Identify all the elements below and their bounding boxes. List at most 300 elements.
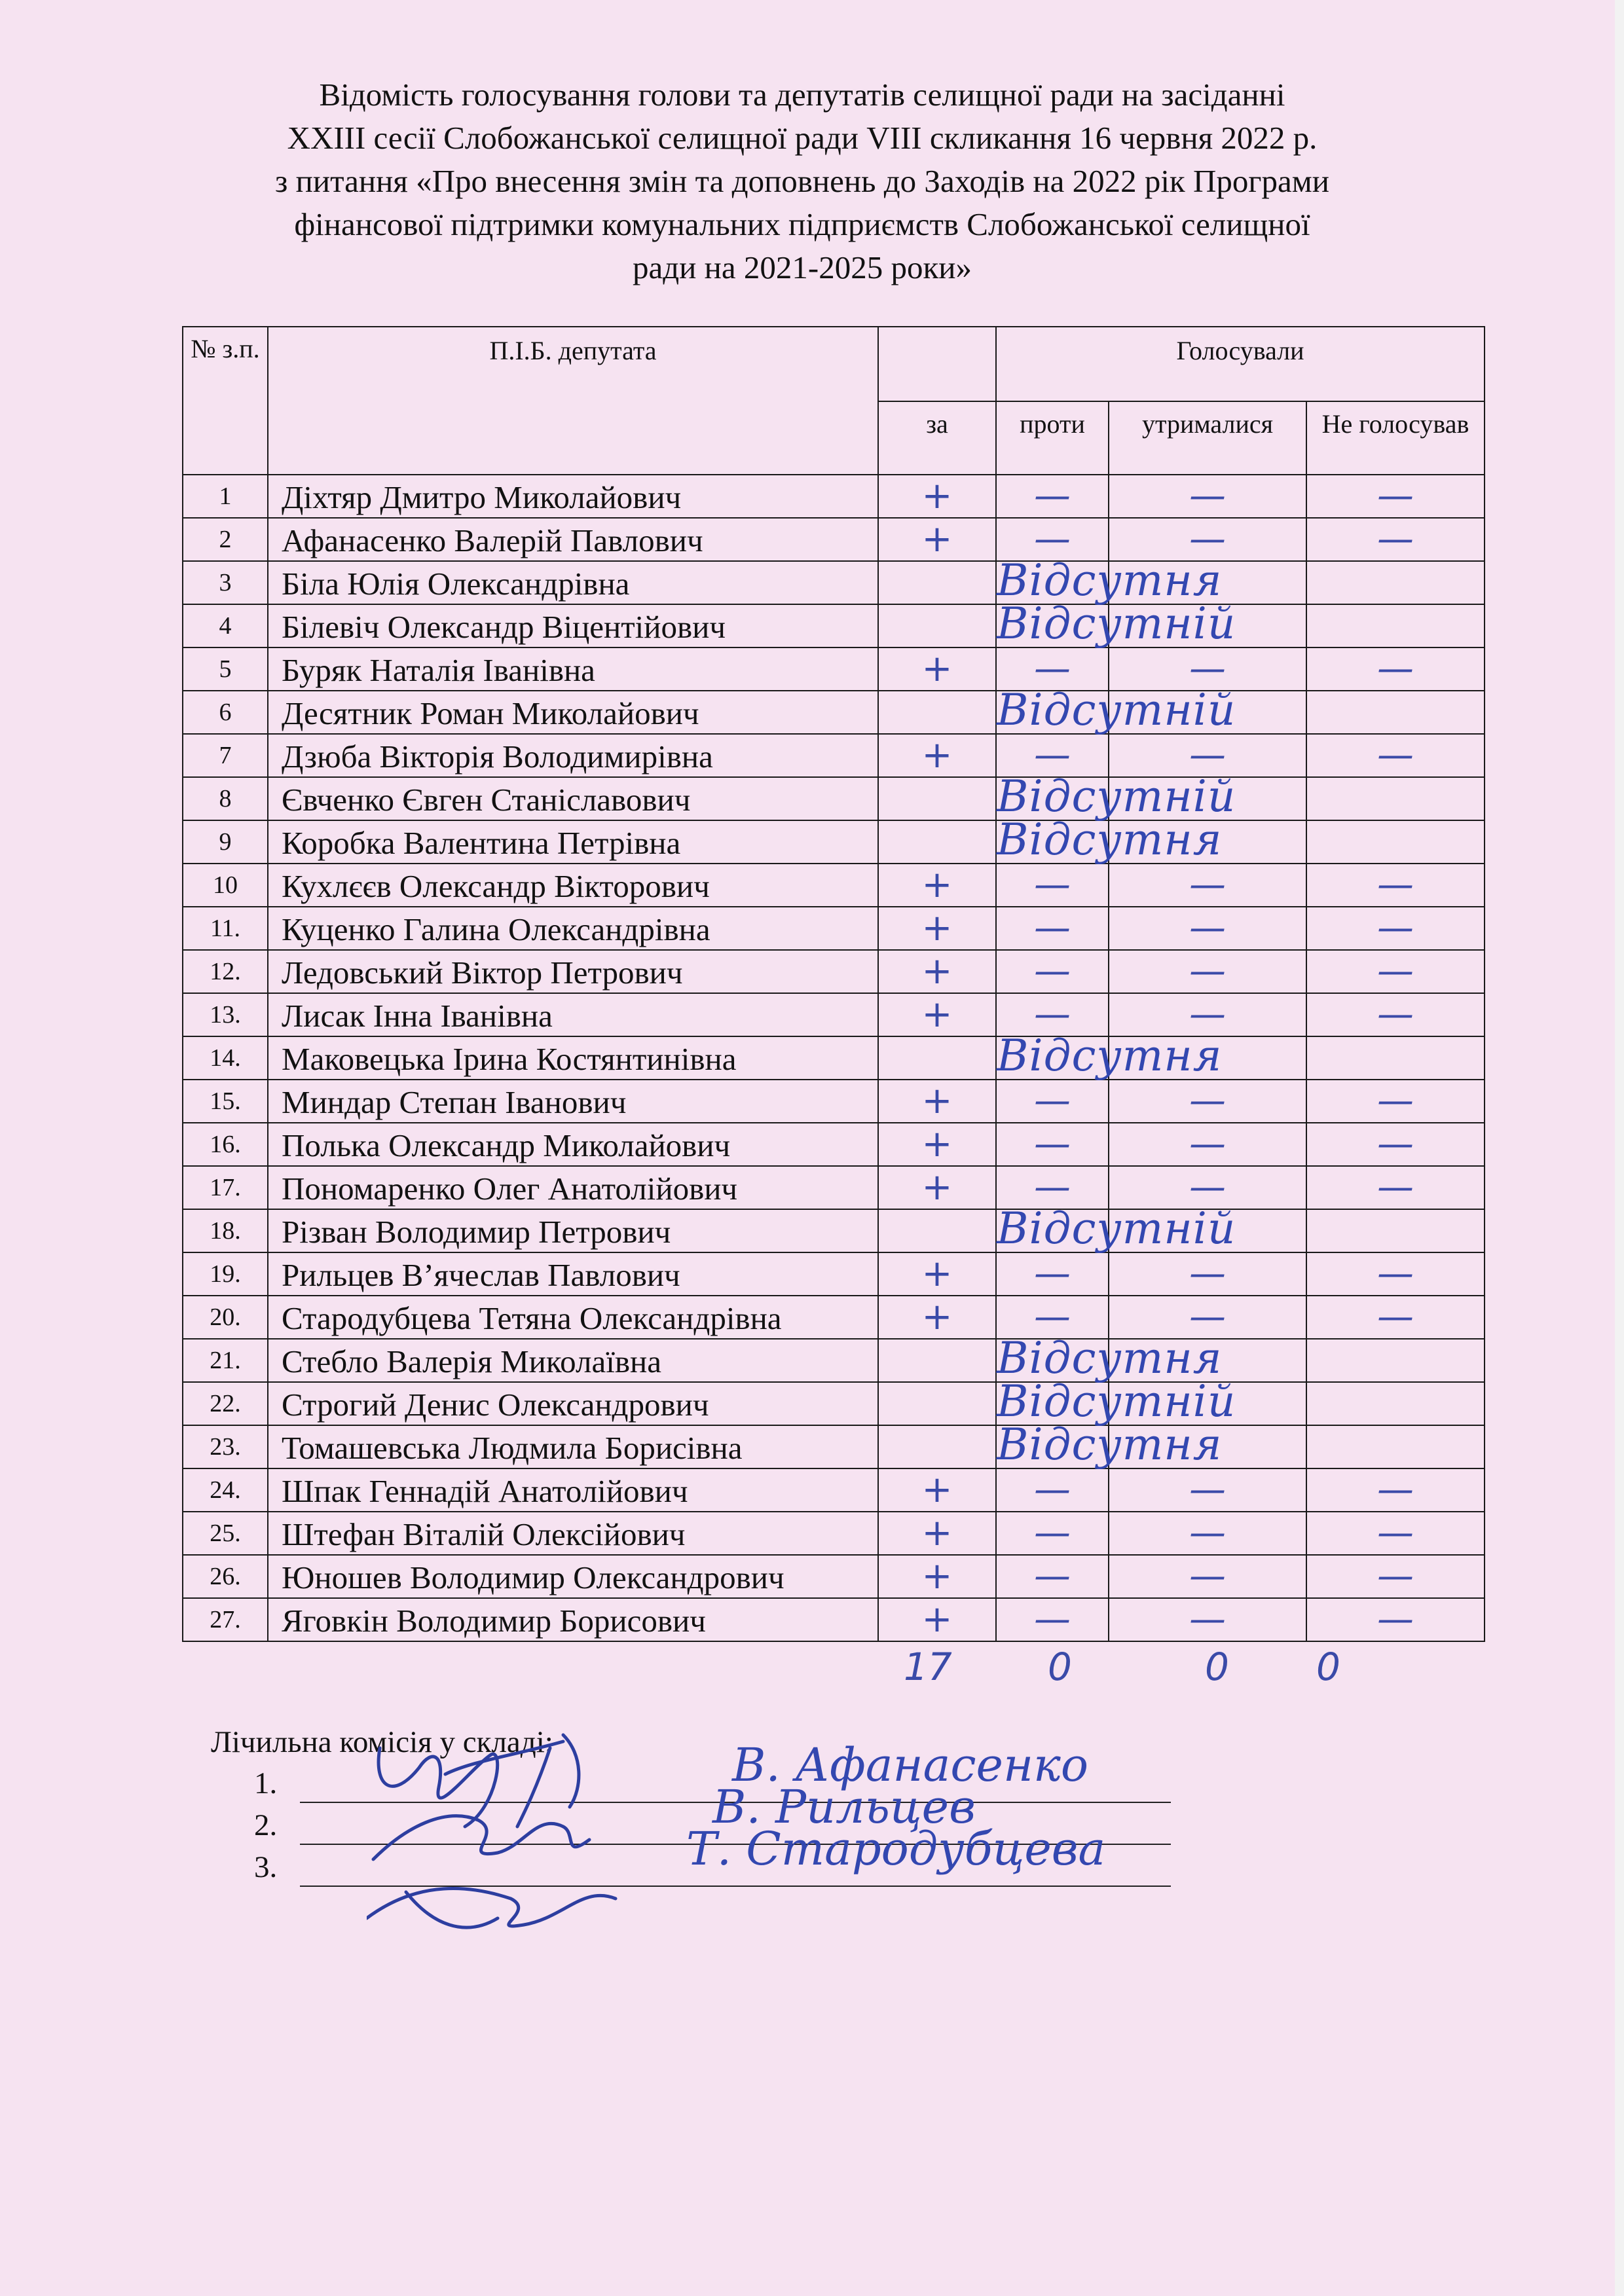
row-number: 20.: [183, 1296, 268, 1339]
deputy-name: Десятник Роман Миколайович: [282, 695, 699, 731]
vote-cell-not-voted: [1306, 777, 1485, 820]
vote-cell-for: [878, 1252, 996, 1296]
header-number: № з.п.: [183, 327, 268, 475]
vote-cell-abstained: [1109, 518, 1306, 561]
vote-cell-not-voted: [1306, 1555, 1485, 1598]
vote-cell-abstained: [1109, 1339, 1306, 1382]
table-row: [183, 820, 1485, 864]
vote-cell-abstained: [1109, 1468, 1306, 1512]
vote-cell-for: [878, 604, 996, 647]
vote-mark: —: [1377, 1123, 1414, 1165]
vote-mark: —: [1034, 1252, 1071, 1295]
vote-mark: +: [921, 1468, 953, 1511]
table-row: [183, 777, 1485, 820]
vote-mark: +: [921, 1512, 953, 1554]
vote-mark: —: [1377, 734, 1414, 776]
vote-mark: —: [1189, 734, 1226, 776]
deputy-name-cell: [268, 1123, 878, 1166]
vote-mark: —: [1189, 1166, 1226, 1209]
deputy-name-cell: [268, 777, 878, 820]
vote-mark: +: [921, 1555, 953, 1597]
vote-cell-for: [878, 734, 996, 777]
vote-mark: —: [1189, 1123, 1226, 1165]
vote-mark: +: [921, 864, 953, 906]
vote-cell-for: [878, 1036, 996, 1080]
vote-cell-for: [878, 1166, 996, 1209]
vote-cell-abstained: [1109, 1598, 1306, 1641]
vote-mark: +: [921, 1296, 953, 1338]
commission-label: Лічильна комісія у складі:: [211, 1725, 553, 1759]
signature-2-stroke: [373, 1816, 589, 1859]
vote-cell-against: [996, 1555, 1109, 1598]
vote-mark: —: [1377, 864, 1414, 906]
deputy-name: Куценко Галина Олександрівна: [282, 911, 710, 947]
table-row: [183, 734, 1485, 777]
vote-mark: —: [1377, 475, 1414, 517]
vote-cell-against: [996, 771, 1236, 822]
vote-cell-against: [996, 1166, 1109, 1209]
table-row: [183, 1209, 1485, 1252]
title-line-1: Відомість голосування голови та депутатів селищної ради на засіданні: [319, 77, 1285, 113]
deputy-name-cell: [268, 1252, 878, 1296]
vote-mark: +: [921, 647, 953, 690]
vote-mark: —: [1377, 1166, 1414, 1209]
vote-cell-against: [996, 598, 1236, 649]
vote-cell-not-voted: [1306, 1036, 1485, 1080]
vote-cell-abstained: [1109, 820, 1306, 864]
vote-cell-abstained: [1109, 1209, 1306, 1252]
member-number: 3.: [254, 1850, 278, 1884]
table-row: [183, 1425, 1485, 1468]
row-number: 6: [183, 691, 268, 734]
absent-handwritten-note: Відсутній: [997, 1203, 1236, 1254]
vote-mark: +: [921, 734, 953, 776]
vote-cell-against: [996, 1512, 1109, 1555]
row-number: 25.: [183, 1512, 268, 1555]
row-number: 16.: [183, 1123, 268, 1166]
vote-mark: —: [1377, 1555, 1414, 1597]
vote-mark: +: [921, 1598, 953, 1641]
vote-mark: —: [1189, 950, 1226, 993]
table-row: [183, 1296, 1485, 1339]
vote-cell-for: [878, 864, 996, 907]
vote-cell-against: [996, 685, 1236, 735]
absent-handwritten-note: Відсутня: [997, 1419, 1223, 1470]
vote-cell-abstained: [1109, 1252, 1306, 1296]
vote-cell-against: [996, 1419, 1223, 1470]
table-row: [183, 1512, 1485, 1555]
vote-cell-against: [996, 734, 1109, 777]
total-for: 17: [904, 1645, 952, 1689]
vote-cell-abstained: [1109, 1382, 1306, 1425]
deputy-name-cell: [268, 604, 878, 647]
vote-cell-against: [996, 814, 1223, 865]
table-row: [183, 1598, 1485, 1641]
vote-mark: —: [1377, 1598, 1414, 1641]
member-number: 1.: [254, 1766, 278, 1800]
vote-cell-for: [878, 1209, 996, 1252]
deputy-name-cell: [268, 1166, 878, 1209]
row-number: 10: [183, 864, 268, 907]
vote-cell-not-voted: [1306, 820, 1485, 864]
deputy-name: Шпак Геннадій Анатолійович: [282, 1473, 688, 1509]
total-not-voted: 0: [1316, 1645, 1340, 1689]
vote-cell-against: [996, 1030, 1223, 1081]
vote-mark: —: [1034, 518, 1071, 560]
vote-cell-against: [996, 555, 1223, 606]
vote-cell-not-voted: [1306, 1512, 1485, 1555]
row-number: 22.: [183, 1382, 268, 1425]
row-number: 27.: [183, 1598, 268, 1641]
vote-cell-abstained: [1109, 1166, 1306, 1209]
vote-cell-abstained: [1109, 1080, 1306, 1123]
vote-mark: +: [921, 993, 953, 1036]
table-row: [183, 1036, 1485, 1080]
document-header: [177, 73, 1428, 289]
deputy-name: Діхтяр Дмитро Миколайович: [282, 479, 682, 515]
vote-cell-not-voted: [1306, 691, 1485, 734]
deputy-name: Юношев Володимир Олександрович: [282, 1559, 784, 1595]
deputy-name: Стебло Валерія Миколаївна: [282, 1343, 661, 1379]
header-name: П.І.Б. депутата: [268, 327, 878, 475]
deputy-name-cell: [268, 950, 878, 993]
vote-mark: +: [921, 1252, 953, 1295]
deputy-name-cell: [268, 1339, 878, 1382]
vote-cell-not-voted: [1306, 993, 1485, 1036]
deputy-name: Дзюба Вікторія Володимирівна: [282, 738, 713, 774]
vote-cell-for: [878, 1468, 996, 1512]
vote-mark: —: [1034, 1123, 1071, 1165]
vote-mark: —: [1034, 950, 1071, 993]
vote-cell-not-voted: [1306, 1123, 1485, 1166]
absent-handwritten-note: Відсутня: [997, 555, 1223, 606]
vote-cell-not-voted: [1306, 1425, 1485, 1468]
vote-cell-not-voted: [1306, 604, 1485, 647]
vote-cell-against: [996, 864, 1109, 907]
deputy-name: Білевіч Олександр Віцентійович: [282, 609, 726, 645]
vote-mark: —: [1034, 1468, 1071, 1511]
vote-cell-against: [996, 1296, 1109, 1339]
deputy-name: Різван Володимир Петрович: [282, 1214, 671, 1250]
vote-cell-for: [878, 1123, 996, 1166]
vote-cell-not-voted: [1306, 1166, 1485, 1209]
vote-mark: +: [921, 518, 953, 560]
vote-mark: —: [1034, 907, 1071, 949]
vote-cell-not-voted: [1306, 1209, 1485, 1252]
deputy-name-cell: [268, 1555, 878, 1598]
deputy-name: Маковецька Ірина Костянтинівна: [282, 1041, 737, 1077]
deputy-name-cell: [268, 1425, 878, 1468]
table-row: [183, 475, 1485, 518]
deputy-name-cell: [268, 864, 878, 907]
vote-cell-abstained: [1109, 1296, 1306, 1339]
vote-mark: —: [1034, 993, 1071, 1036]
vote-cell-for: [878, 1555, 996, 1598]
vote-mark: —: [1189, 1598, 1226, 1641]
vote-mark: —: [1377, 1252, 1414, 1295]
vote-cell-against: [996, 907, 1109, 950]
table-row: [183, 1339, 1485, 1382]
vote-mark: —: [1189, 518, 1226, 560]
header-against: проти: [996, 401, 1109, 475]
vote-cell-abstained: [1109, 864, 1306, 907]
total-abstained: 0: [1205, 1645, 1229, 1689]
vote-cell-not-voted: [1306, 647, 1485, 691]
vote-cell-abstained: [1109, 691, 1306, 734]
vote-mark: —: [1034, 1512, 1071, 1554]
vote-cell-not-voted: [1306, 518, 1485, 561]
deputy-name: Лисак Інна Іванівна: [282, 998, 553, 1034]
table-row: [183, 518, 1485, 561]
vote-cell-for: [878, 518, 996, 561]
row-number: 1: [183, 475, 268, 518]
absent-handwritten-note: Відсутній: [997, 771, 1236, 822]
table-row: [183, 864, 1485, 907]
header-blank: [878, 327, 996, 401]
row-number: 14.: [183, 1036, 268, 1080]
vote-cell-abstained: [1109, 1512, 1306, 1555]
vote-mark: —: [1034, 864, 1071, 906]
vote-mark: —: [1377, 907, 1414, 949]
member-signature-name: Т. Стародубцева: [686, 1822, 1106, 1876]
deputy-name: Полька Олександр Миколайович: [282, 1127, 731, 1163]
title-line-3: з питання «Про внесення змін та доповнень до Заходів на 2022 рік Програми: [275, 163, 1329, 199]
vote-mark: +: [921, 1080, 953, 1122]
vote-mark: —: [1377, 1296, 1414, 1338]
vote-cell-against: [996, 475, 1109, 518]
deputy-name-cell: [268, 475, 878, 518]
vote-cell-for: [878, 1339, 996, 1382]
table-row: [183, 1080, 1485, 1123]
row-number: 11.: [183, 907, 268, 950]
absent-handwritten-note: Відсутня: [997, 814, 1223, 865]
vote-cell-for: [878, 1382, 996, 1425]
deputy-name-cell: [268, 647, 878, 691]
deputy-name-cell: [268, 691, 878, 734]
header-for: за: [878, 401, 996, 475]
deputy-name-cell: [268, 1598, 878, 1641]
vote-cell-against: [996, 1468, 1109, 1512]
vote-cell-for: [878, 647, 996, 691]
vote-cell-for: [878, 777, 996, 820]
vote-mark: —: [1034, 1555, 1071, 1597]
absent-handwritten-note: Відсутній: [997, 598, 1236, 649]
row-number: 5: [183, 647, 268, 691]
vote-cell-not-voted: [1306, 1339, 1485, 1382]
vote-mark: +: [921, 475, 953, 517]
deputy-name: Коробка Валентина Петрівна: [282, 825, 681, 861]
deputy-name: Буряк Наталія Іванівна: [282, 652, 595, 688]
row-number: 24.: [183, 1468, 268, 1512]
deputy-name-cell: [268, 1036, 878, 1080]
vote-cell-for: [878, 691, 996, 734]
vote-mark: —: [1189, 1512, 1226, 1554]
row-number: 21.: [183, 1339, 268, 1382]
vote-cell-abstained: [1109, 647, 1306, 691]
deputy-name-cell: [268, 1468, 878, 1512]
table-row: [183, 950, 1485, 993]
vote-mark: —: [1189, 1296, 1226, 1338]
vote-cell-for: [878, 561, 996, 604]
absent-handwritten-note: Відсутній: [997, 1376, 1236, 1427]
row-number: 2: [183, 518, 268, 561]
vote-mark: —: [1189, 1468, 1226, 1511]
vote-cell-against: [996, 518, 1109, 561]
deputy-name: Євченко Євген Станіславович: [282, 782, 691, 818]
vote-mark: —: [1034, 734, 1071, 776]
row-number: 23.: [183, 1425, 268, 1468]
header-voted: Голосували: [996, 327, 1485, 401]
vote-cell-abstained: [1109, 1036, 1306, 1080]
row-number: 17.: [183, 1166, 268, 1209]
deputy-name-cell: [268, 518, 878, 561]
deputy-name-cell: [268, 1382, 878, 1425]
vote-cell-for: [878, 1425, 996, 1468]
deputy-name: Афанасенко Валерій Павлович: [282, 522, 703, 558]
vote-cell-against: [996, 950, 1109, 993]
title-line-2: XXIII сесії Слобожанської селищної ради VIII скликання 16 червня 2022 р.: [287, 120, 1318, 156]
deputy-name-cell: [268, 1296, 878, 1339]
deputy-name: Кухлєєв Олександр Вікторович: [282, 868, 710, 904]
vote-cell-for: [878, 907, 996, 950]
row-number: 12.: [183, 950, 268, 993]
vote-cell-against: [996, 647, 1109, 691]
table-body: [183, 475, 1485, 1641]
table-row: [183, 647, 1485, 691]
vote-mark: —: [1189, 993, 1226, 1036]
table-row: [183, 907, 1485, 950]
vote-cell-abstained: [1109, 734, 1306, 777]
vote-mark: —: [1189, 1252, 1226, 1295]
vote-cell-against: [996, 1123, 1109, 1166]
vote-cell-not-voted: [1306, 1252, 1485, 1296]
deputy-name: Яговкін Володимир Борисович: [282, 1603, 706, 1639]
vote-cell-abstained: [1109, 1425, 1306, 1468]
vote-cell-abstained: [1109, 604, 1306, 647]
table-row: [183, 1166, 1485, 1209]
row-number: 19.: [183, 1252, 268, 1296]
deputy-name-cell: [268, 734, 878, 777]
vote-cell-against: [996, 1376, 1236, 1427]
vote-mark: —: [1377, 1512, 1414, 1554]
header-not-voted: Не голосував: [1306, 401, 1485, 475]
vote-mark: +: [921, 950, 953, 993]
table-row: [183, 1468, 1485, 1512]
vote-mark: —: [1034, 1296, 1071, 1338]
row-number: 7: [183, 734, 268, 777]
vote-mark: —: [1189, 475, 1226, 517]
table-row: [183, 561, 1485, 604]
vote-cell-abstained: [1109, 777, 1306, 820]
row-number: 8: [183, 777, 268, 820]
vote-mark: —: [1034, 475, 1071, 517]
vote-cell-abstained: [1109, 1123, 1306, 1166]
vote-cell-not-voted: [1306, 1468, 1485, 1512]
deputy-name: Біла Юлія Олександрівна: [282, 566, 630, 602]
row-number: 9: [183, 820, 268, 864]
deputy-name: Стародубцева Тетяна Олександрівна: [282, 1300, 782, 1336]
vote-cell-for: [878, 1598, 996, 1641]
deputy-name: Пономаренко Олег Анатолійович: [282, 1171, 738, 1207]
vote-cell-for: [878, 475, 996, 518]
table-row: [183, 691, 1485, 734]
row-number: 3: [183, 561, 268, 604]
signature-1-stroke: [378, 1748, 498, 1827]
member-signature-name: В. Рильцев: [712, 1780, 976, 1834]
vote-mark: —: [1189, 864, 1226, 906]
deputy-name-cell: [268, 1209, 878, 1252]
vote-cell-against: [996, 1598, 1109, 1641]
absent-handwritten-note: Відсутній: [997, 685, 1236, 735]
deputy-name-cell: [268, 907, 878, 950]
vote-mark: —: [1034, 647, 1071, 690]
vote-cell-not-voted: [1306, 1382, 1485, 1425]
signature-scribbles: [367, 1728, 707, 1944]
table-row: [183, 604, 1485, 647]
vote-cell-abstained: [1109, 475, 1306, 518]
vote-cell-for: [878, 820, 996, 864]
vote-mark: —: [1377, 950, 1414, 993]
signature-1-flourish: [445, 1735, 579, 1827]
vote-mark: —: [1377, 647, 1414, 690]
vote-mark: +: [921, 907, 953, 949]
vote-cell-for: [878, 1080, 996, 1123]
row-number: 26.: [183, 1555, 268, 1598]
deputy-name: Миндар Степан Іванович: [282, 1084, 627, 1120]
absent-handwritten-note: Відсутня: [997, 1030, 1223, 1081]
deputy-name: Томашевська Людмила Борисівна: [282, 1430, 743, 1466]
vote-mark: —: [1189, 907, 1226, 949]
vote-cell-abstained: [1109, 993, 1306, 1036]
deputy-name: Строгий Денис Олександрович: [282, 1387, 709, 1423]
deputy-name-cell: [268, 1512, 878, 1555]
vote-mark: +: [921, 1166, 953, 1209]
vote-cell-against: [996, 993, 1109, 1036]
deputy-name-cell: [268, 993, 878, 1036]
vote-cell-against: [996, 1203, 1236, 1254]
deputy-name: Рильцев В’ячеслав Павлович: [282, 1257, 680, 1293]
vote-mark: —: [1034, 1166, 1071, 1209]
vote-cell-not-voted: [1306, 864, 1485, 907]
vote-cell-for: [878, 993, 996, 1036]
table-row: [183, 1382, 1485, 1425]
vote-cell-not-voted: [1306, 950, 1485, 993]
row-number: 4: [183, 604, 268, 647]
vote-cell-not-voted: [1306, 561, 1485, 604]
vote-cell-against: [996, 1080, 1109, 1123]
row-number: 18.: [183, 1209, 268, 1252]
vote-cell-against: [996, 1333, 1223, 1383]
vote-cell-not-voted: [1306, 1296, 1485, 1339]
title-line-4: фінансової підтримки комунальних підприємств Слобожанської селищної: [294, 206, 1310, 242]
vote-cell-not-voted: [1306, 907, 1485, 950]
member-number: 2.: [254, 1808, 278, 1842]
absent-handwritten-note: Відсутня: [997, 1333, 1223, 1383]
vote-cell-abstained: [1109, 907, 1306, 950]
vote-mark: +: [921, 1123, 953, 1165]
signature-3-flourish: [406, 1892, 498, 1927]
vote-mark: —: [1189, 1555, 1226, 1597]
table-row: [183, 1252, 1485, 1296]
deputy-name: Штефан Віталій Олексійович: [282, 1516, 686, 1552]
vote-cell-abstained: [1109, 950, 1306, 993]
table-row: [183, 1123, 1485, 1166]
vote-mark: —: [1377, 993, 1414, 1036]
vote-cell-not-voted: [1306, 475, 1485, 518]
vote-mark: —: [1189, 1080, 1226, 1122]
vote-cell-for: [878, 1512, 996, 1555]
vote-cell-not-voted: [1306, 1598, 1485, 1641]
